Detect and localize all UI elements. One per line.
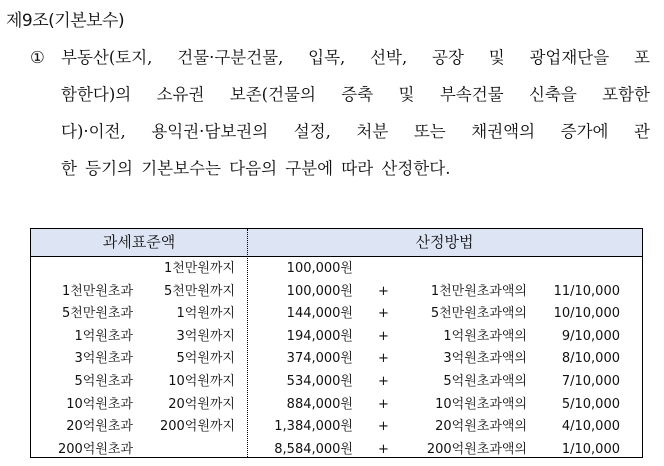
paragraph-word: 포 <box>634 48 650 67</box>
base-fee: 144,000원 <box>286 306 353 322</box>
paragraph-word: 소유권 <box>156 85 205 104</box>
range-to: 1억원까지 <box>176 306 235 322</box>
range-from: 20억원초과 <box>66 419 133 435</box>
range-from: 5억원초과 <box>74 373 133 389</box>
rate: 5/10,000 <box>561 396 620 412</box>
range-to: 200억원까지 <box>159 419 235 435</box>
table-row <box>31 303 642 326</box>
range-to: 3억원까지 <box>176 328 235 344</box>
paragraph-word: 또는 <box>413 122 446 141</box>
range-from: 5천만원초과 <box>61 306 133 322</box>
base-fee: 100,000원 <box>286 261 353 276</box>
table-row <box>31 371 642 394</box>
range-to: 1천만원까지 <box>163 261 235 276</box>
paragraph-marker: ① <box>30 48 45 67</box>
range-to: 5억원까지 <box>176 351 235 367</box>
paragraph-word: 부속건물 <box>439 85 504 104</box>
plus-sign: + <box>378 441 389 457</box>
paragraph-line <box>30 39 650 76</box>
table-row <box>31 258 642 281</box>
paragraph-word: 및 <box>488 48 505 67</box>
paragraph-word: 포함한 <box>602 85 650 104</box>
excess-label: 200억원초과액의 <box>426 441 527 457</box>
paragraph-word: 관 <box>634 122 650 141</box>
table-row <box>31 439 642 462</box>
header-calculation-method: 산정방법 <box>415 233 474 251</box>
table-row <box>31 281 642 304</box>
range-from: 1천만원초과 <box>61 283 133 299</box>
paragraph-word: 설정, <box>293 122 331 141</box>
excess-label: 5천만원초과액의 <box>430 306 527 322</box>
base-fee: 374,000원 <box>286 351 353 367</box>
range-to: 10억원까지 <box>168 373 235 389</box>
table-header <box>31 229 642 257</box>
range-from: 1억원초과 <box>74 328 133 344</box>
range-from: 10억원초과 <box>66 396 133 412</box>
base-fee: 884,000원 <box>286 396 353 412</box>
plus-sign: + <box>378 306 389 322</box>
paragraph-line <box>30 76 650 113</box>
excess-label: 1천만원초과액의 <box>430 283 527 299</box>
paragraph-word: 다)·이전, <box>61 122 126 141</box>
paragraph-word: 처분 <box>356 122 389 141</box>
plus-sign: + <box>378 328 389 344</box>
table-body <box>31 258 642 461</box>
paragraph-word: 입목, <box>308 48 346 67</box>
base-fee: 1,384,000원 <box>274 419 353 435</box>
range-from: 3억원초과 <box>74 351 133 367</box>
base-fee: 534,000원 <box>286 373 353 389</box>
paragraph-line <box>30 113 650 150</box>
rate: 1/10,000 <box>561 441 620 457</box>
rate: 11/10,000 <box>553 283 620 299</box>
header-base-amount: 과세표준액 <box>102 233 176 251</box>
excess-label: 20억원초과액의 <box>435 419 527 435</box>
base-fee: 8,584,000원 <box>274 441 353 457</box>
paragraph-word: 공장 <box>432 48 464 67</box>
excess-label: 5억원초과액의 <box>443 373 527 389</box>
plus-sign: + <box>378 373 389 389</box>
base-fee: 194,000원 <box>286 328 353 344</box>
paragraph-word: 함한다)의 <box>61 85 132 104</box>
excess-label: 3억원초과액의 <box>443 351 527 367</box>
excess-label: 1억원초과액의 <box>443 328 527 344</box>
paragraph-word: 부동산(토지, <box>61 48 153 67</box>
excess-label: 10억원초과액의 <box>435 396 527 412</box>
plus-sign: + <box>378 351 389 367</box>
paragraph-word: 용익권·담보권의 <box>151 122 269 141</box>
paragraph-word: 증축 <box>341 85 374 104</box>
marker-group <box>30 39 152 76</box>
range-to: 5천만원까지 <box>163 283 235 299</box>
paragraph-line <box>30 150 650 187</box>
table-row <box>31 416 642 439</box>
plus-sign: + <box>378 419 389 435</box>
paragraph-word: 신축을 <box>528 85 577 104</box>
range-to: 20억원까지 <box>168 396 235 412</box>
range-from: 200억원초과 <box>57 441 133 457</box>
rate: 8/10,000 <box>561 351 620 367</box>
paragraph-word: 건물·구분건물, <box>177 48 284 67</box>
rate: 7/10,000 <box>561 373 620 389</box>
paragraph-word: 및 <box>398 85 415 104</box>
paragraph-word: 보존(건물의 <box>229 85 316 104</box>
fee-table <box>30 228 643 458</box>
paragraph-word: 증가에 <box>560 122 609 141</box>
rate: 10/10,000 <box>553 306 620 322</box>
table-row <box>31 348 642 371</box>
plus-sign: + <box>378 396 389 412</box>
paragraph-word: 광업재단을 <box>529 48 610 67</box>
table-row <box>31 326 642 349</box>
article-title: 제9조(기본보수) <box>6 11 125 31</box>
table-row <box>31 394 642 417</box>
rate: 9/10,000 <box>561 328 620 344</box>
paragraph-1 <box>30 39 650 187</box>
base-fee: 100,000원 <box>286 283 353 299</box>
plus-sign: + <box>378 283 389 299</box>
rate: 4/10,000 <box>561 419 620 435</box>
paragraph-line-text: 한 등기의 기본보수는 다음의 구분에 따라 산정한다. <box>61 159 451 178</box>
paragraph-word: 선박, <box>370 48 408 67</box>
paragraph-word: 채권액의 <box>471 122 536 141</box>
